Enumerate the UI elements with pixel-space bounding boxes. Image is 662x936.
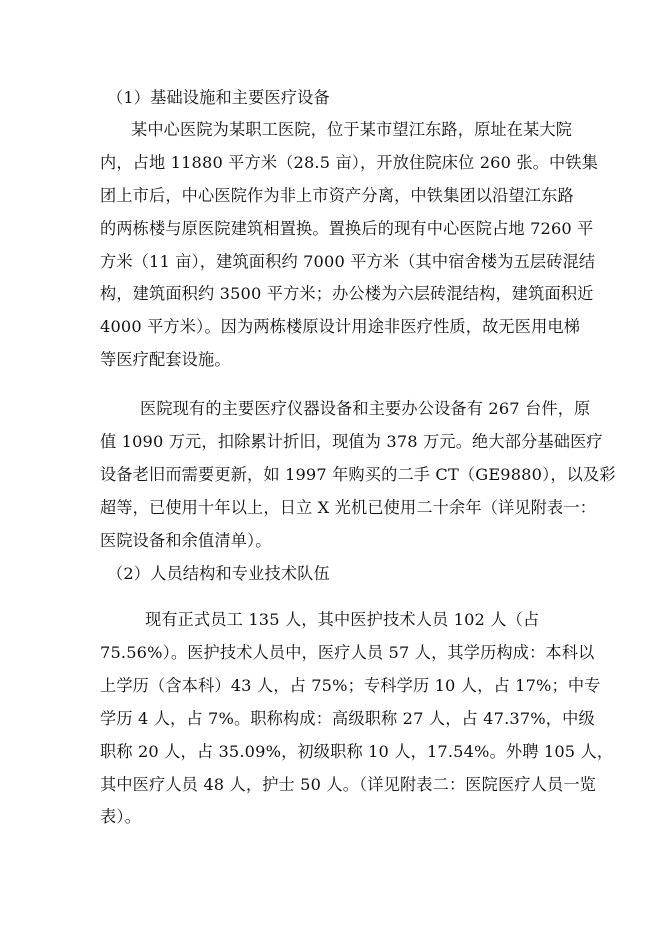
paragraph-line: 值 1090 万元，扣除累计折旧，现值为 378 万元。绝大部分基础医疗 (100, 432, 603, 451)
paragraph-line: 医院设备和余值清单）。 (100, 531, 272, 550)
paragraph-line: 医院现有的主要医疗仪器设备和主要办公设备有 267 台件，原 (140, 399, 591, 418)
paragraph-line: 某中心医院为某职工医院，位于某市望江东路，原址在某大院 (131, 120, 573, 139)
paragraph-line: 方米（11 亩），建筑面积约 7000 平方米（其中宿舍楼为五层砖混结 (100, 252, 596, 271)
paragraph-line: 的两栋楼与原医院建筑相置换。置换后的现有中心医院占地 7260 平 (100, 219, 594, 238)
paragraph-line: 学历 4 人，占 7%。职称构成：高级职称 27 人，占 47.37%，中级 (100, 709, 595, 728)
paragraph-line: 等医疗配套设施。 (100, 350, 231, 369)
paragraph-line: 超等，已使用十年以上，日立 X 光机已使用二十余年（详见附表一： (100, 498, 597, 517)
paragraph-line: 设备老旧而需要更新，如 1997 年购买的二手 CT（GE9880），以及彩 (100, 465, 616, 484)
paragraph-line: 构，建筑面积约 3500 平方米；办公楼为六层砖混结构，建筑面积近 (100, 284, 594, 303)
paragraph-line: 表）。 (100, 807, 141, 826)
paragraph-line: 上学历（含本科）43 人，占 75%；专科学历 10 人，占 17%；中专 (100, 676, 601, 695)
section-heading-personnel: （2）人员结构和专业技术队伍 (107, 564, 330, 583)
paragraph-line: 内，占地 11880 平方米（28.5 亩），开放住院床位 260 张。中铁集 (100, 153, 599, 172)
paragraph-line: 团上市后，中心医院作为非上市资产分离，中铁集团以沿望江东路 (100, 186, 574, 205)
section-heading-infrastructure: （1）基础设施和主要医疗设备 (107, 88, 330, 107)
paragraph-line: 现有正式员工 135 人，其中医护技术人员 102 人（占 (145, 610, 540, 629)
paragraph-line: 其中医疗人员 48 人，护士 50 人。（详见附表二：医院医疗人员一览 (100, 775, 596, 794)
paragraph-line: 4000 平方米）。因为两栋楼原设计用途非医疗性质，故无医用电梯 (100, 317, 581, 336)
paragraph-line: 75.56%）。医护技术人员中，医疗人员 57 人，其学历构成：本科以 (100, 643, 595, 662)
paragraph-line: 职称 20 人，占 35.09%，初级职称 10 人，17.54%。外聘 105 人， (100, 742, 614, 761)
